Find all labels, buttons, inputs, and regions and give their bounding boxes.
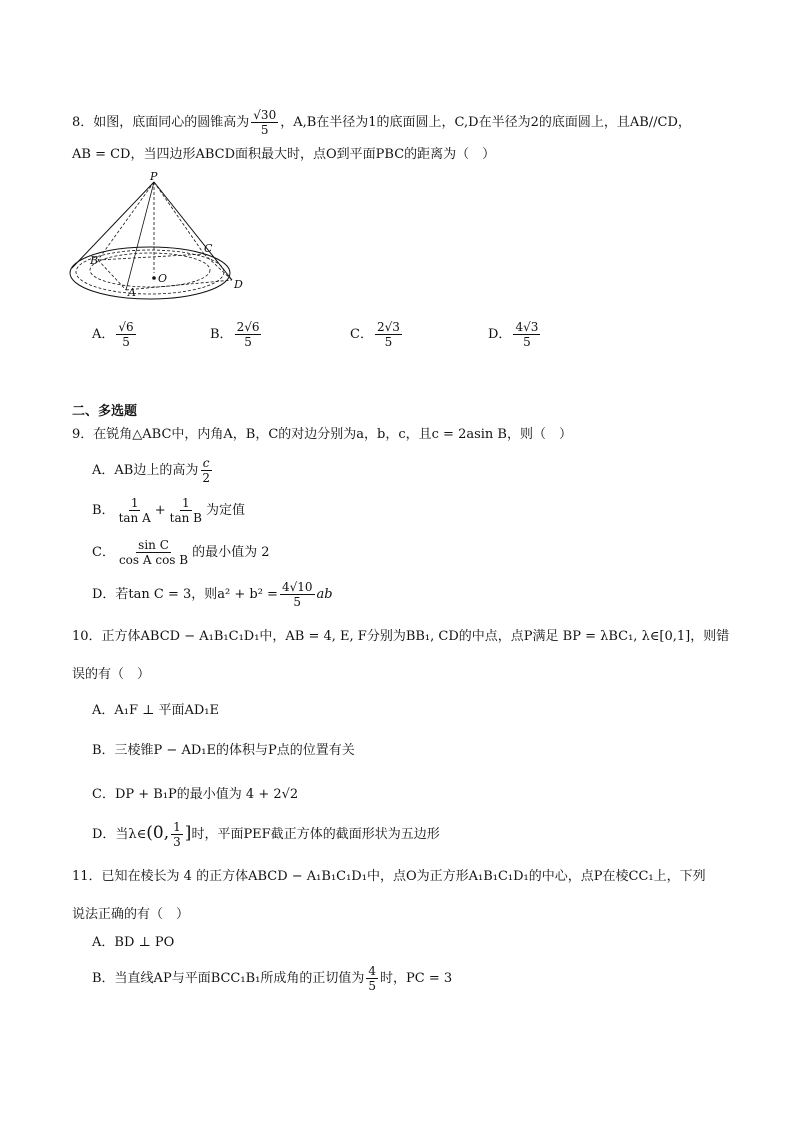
fraction-denominator: tan B [169,511,202,525]
option-fraction [200,456,212,485]
fraction-denominator: 5 [260,123,269,137]
q8-option-d[interactable] [488,320,542,349]
section-title-multiple-choice: 二、多选题 [72,404,138,419]
q11-stem-line2: 说法正确的有（ ） [72,907,190,922]
q9-option-a[interactable] [92,456,214,485]
fraction-numerator: c [202,456,210,470]
fraction-numerator: sin C [138,538,169,552]
fraction-denominator: cos A cos B [118,553,189,567]
q8-option-c[interactable] [350,320,404,349]
fraction-denominator: 5 [523,335,531,349]
edge-PA [126,182,154,290]
option-label: B． [210,327,233,342]
fraction-denominator: 5 [368,979,376,993]
option-fraction [366,964,378,993]
option-label: D． [488,327,512,342]
option-fraction [513,320,540,349]
option-fraction [116,320,135,349]
inner-circle-dashed [90,253,210,287]
fraction-denominator: 3 [173,835,181,849]
option-label: C． [92,545,115,560]
fraction-denominator: 5 [293,595,302,609]
option-fraction-1 [117,496,153,525]
fraction-denominator: 2 [202,471,210,485]
interval-left: (0, [146,823,170,843]
option-label: C． [350,327,373,342]
option-fraction [375,320,402,349]
option-text: 的最小值为 2 [192,545,270,560]
fraction-denominator: 5 [244,335,252,349]
q8-stem-line2: AB = CD，当四边形ABCD面积最大时，点O到平面PBC的距离为（ ） [72,147,496,162]
fraction-numerator: 4√3 [515,320,539,334]
edge-BC [98,254,204,260]
option-text-tail: 时，平面PEF截正方体的截面形状为五边形 [191,827,440,842]
fraction-numerator: 1 [130,496,139,510]
fraction-numerator: 4√10 [281,580,313,594]
interval-right: ] [184,823,192,843]
label-P: P [150,170,158,183]
plus-sign: + [154,503,166,518]
q10-option-a[interactable]: A．A₁F ⊥ 平面AD₁E [92,703,220,718]
fraction-numerator: 1 [182,496,190,510]
fraction-numerator: 2√3 [376,320,400,334]
q8-stem-text: 8．如图，底面同心的圆锥高为 [72,115,250,130]
q9-option-c[interactable] [92,538,270,567]
q11-stem-line1: 11．已知在棱长为 4 的正方体ABCD − A₁B₁C₁D₁中，点O为正方形A₁B₁C₁D₁的中心，点P在棱CC₁上，下列 [72,869,706,884]
option-text: 为定值 [206,503,246,518]
option-text: A．AB边上的高为 [92,463,199,478]
fraction-denominator: 5 [384,335,393,349]
option-text-tail: 时，PC = 3 [380,971,453,986]
option-text: D．若tan C = 3，则a² + b² = [92,587,278,602]
fraction-numerator: √6 [118,320,134,334]
option-label: B． [92,503,115,518]
q8-stem-line1 [72,108,691,137]
label-A: A [128,286,136,299]
label-C: C [204,242,213,255]
label-O: O [158,272,168,285]
option-text-tail: ab [316,587,333,602]
q9-option-b[interactable] [92,496,245,525]
option-fraction [235,320,262,349]
option-label: A． [92,327,115,342]
label-D: D [234,278,243,291]
q10-option-b[interactable]: B．三棱锥P − AD₁E的体积与P点的位置有关 [92,743,355,758]
center-point-O [152,276,156,280]
q8-stem-text-2: ，A,B在半径为1的底面圆上，C,D在半径为2的底面圆上，且AB//CD， [280,115,691,130]
q8-cone-figure [68,170,258,310]
option-fraction [171,820,183,849]
q11-option-a[interactable]: A．BD ⊥ PO [92,935,175,950]
label-B: B [90,254,99,267]
option-text: B．当直线AP与平面BCC₁B₁所成角的正切值为 [92,971,365,986]
q11-option-b[interactable] [92,964,452,993]
option-fraction-2 [168,496,204,525]
fraction-numerator: √30 [253,108,277,122]
cone-right-edge [154,182,232,280]
cone-left-edge [72,182,154,268]
q10-option-d[interactable] [92,820,440,849]
option-fraction [280,580,315,609]
q10-option-c[interactable]: C．DP + B₁P的最小值为 4 + 2√2 [92,787,299,802]
fraction-denominator: 5 [122,335,130,349]
fraction-numerator: 1 [173,820,181,834]
fraction-numerator: 4 [368,964,376,978]
q8-option-a[interactable] [92,320,138,349]
q8-height-fraction [251,108,278,137]
q8-option-b[interactable] [210,320,263,349]
fraction-denominator: tan A [118,511,151,525]
q9-option-d[interactable] [92,580,333,609]
option-fraction [117,538,190,567]
edge-BA [98,260,126,290]
q10-stem-line2: 误的有（ ） [72,667,151,682]
fraction-numerator: 2√6 [236,320,260,334]
edge-PC [154,182,204,254]
q9-stem: 9．在锐角△ABC中，内角A，B，C的对边分别为a，b，c，且c = 2asin B，则（ ） [72,427,572,442]
q10-stem-line1: 10．正方体ABCD − A₁B₁C₁D₁中，AB = 4, E, F分别为BB₁, CD的中点，点P满足 BP = λBC₁, λ∈[0,1]，则错 [72,629,730,644]
option-text: D．当λ∈ [92,827,147,842]
